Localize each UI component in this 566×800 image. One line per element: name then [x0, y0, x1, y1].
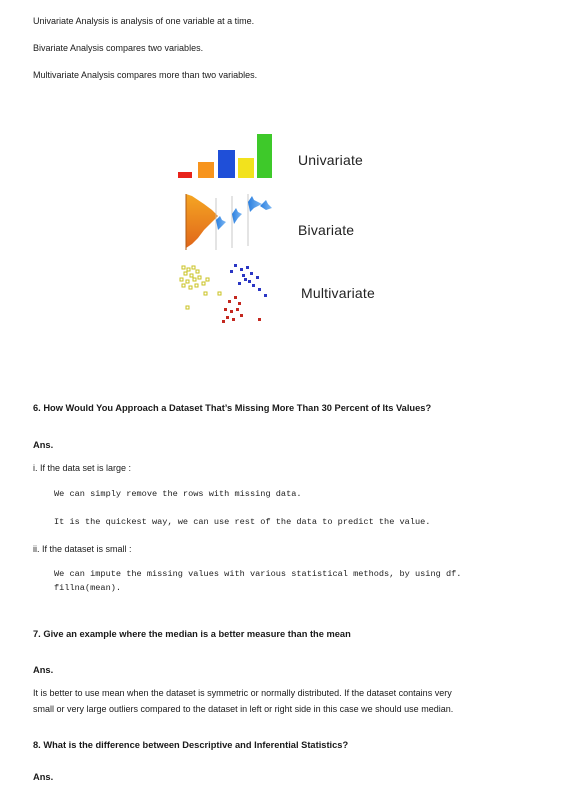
- question-6-heading: 6. How Would You Approach a Dataset That’s Missing More Than 30 Percent of Its Values?: [33, 403, 432, 413]
- bivariate-distribution-icon: [182, 190, 274, 252]
- intro-line-bivariate: Bivariate Analysis compares two variables.: [33, 43, 204, 53]
- intro-line-multivariate: Multivariate Analysis compares more than two variables.: [33, 70, 258, 80]
- q6-case-small-line-1: We can impute the missing values with various statistical methods, by using df.: [54, 569, 462, 579]
- question-8-ans-label: Ans.: [33, 772, 54, 782]
- question-8-heading: 8. What is the difference between Descriptive and Inferential Statistics?: [33, 740, 349, 750]
- multivariate-scatter-icon: [178, 262, 274, 326]
- univariate-bar-icon: [178, 134, 274, 178]
- bar-yellow: [238, 158, 254, 178]
- question-6-ans-label: Ans.: [33, 440, 54, 450]
- bar-green: [257, 134, 272, 178]
- q7-answer-line-2: small or very large outliers compared to the dataset in left or right side in this case we should use median.: [33, 704, 454, 714]
- question-7-heading: 7. Give an example where the median is a better measure than the mean: [33, 629, 351, 639]
- label-univariate: Univariate: [298, 152, 364, 168]
- bar-blue: [218, 150, 235, 178]
- label-bivariate: Bivariate: [298, 222, 355, 238]
- q6-case-large-heading: i. If the data set is large :: [33, 463, 132, 473]
- bar-red: [178, 172, 192, 178]
- question-7-ans-label: Ans.: [33, 665, 54, 675]
- q6-case-small-heading: ii. If the dataset is small :: [33, 544, 132, 554]
- q7-answer-line-1: It is better to use mean when the dataset is symmetric or normally distributed. If the dataset contains very: [33, 688, 452, 698]
- bar-orange: [198, 162, 214, 178]
- q6-case-large-line-1: We can simply remove the rows with missing data.: [54, 489, 302, 499]
- q6-case-small-line-2: fillna(mean).: [54, 583, 122, 593]
- intro-line-univariate: Univariate Analysis is analysis of one variable at a time.: [33, 16, 255, 26]
- q6-case-large-line-2: It is the quickest way, we can use rest of the data to predict the value.: [54, 517, 431, 527]
- label-multivariate: Multivariate: [301, 285, 375, 301]
